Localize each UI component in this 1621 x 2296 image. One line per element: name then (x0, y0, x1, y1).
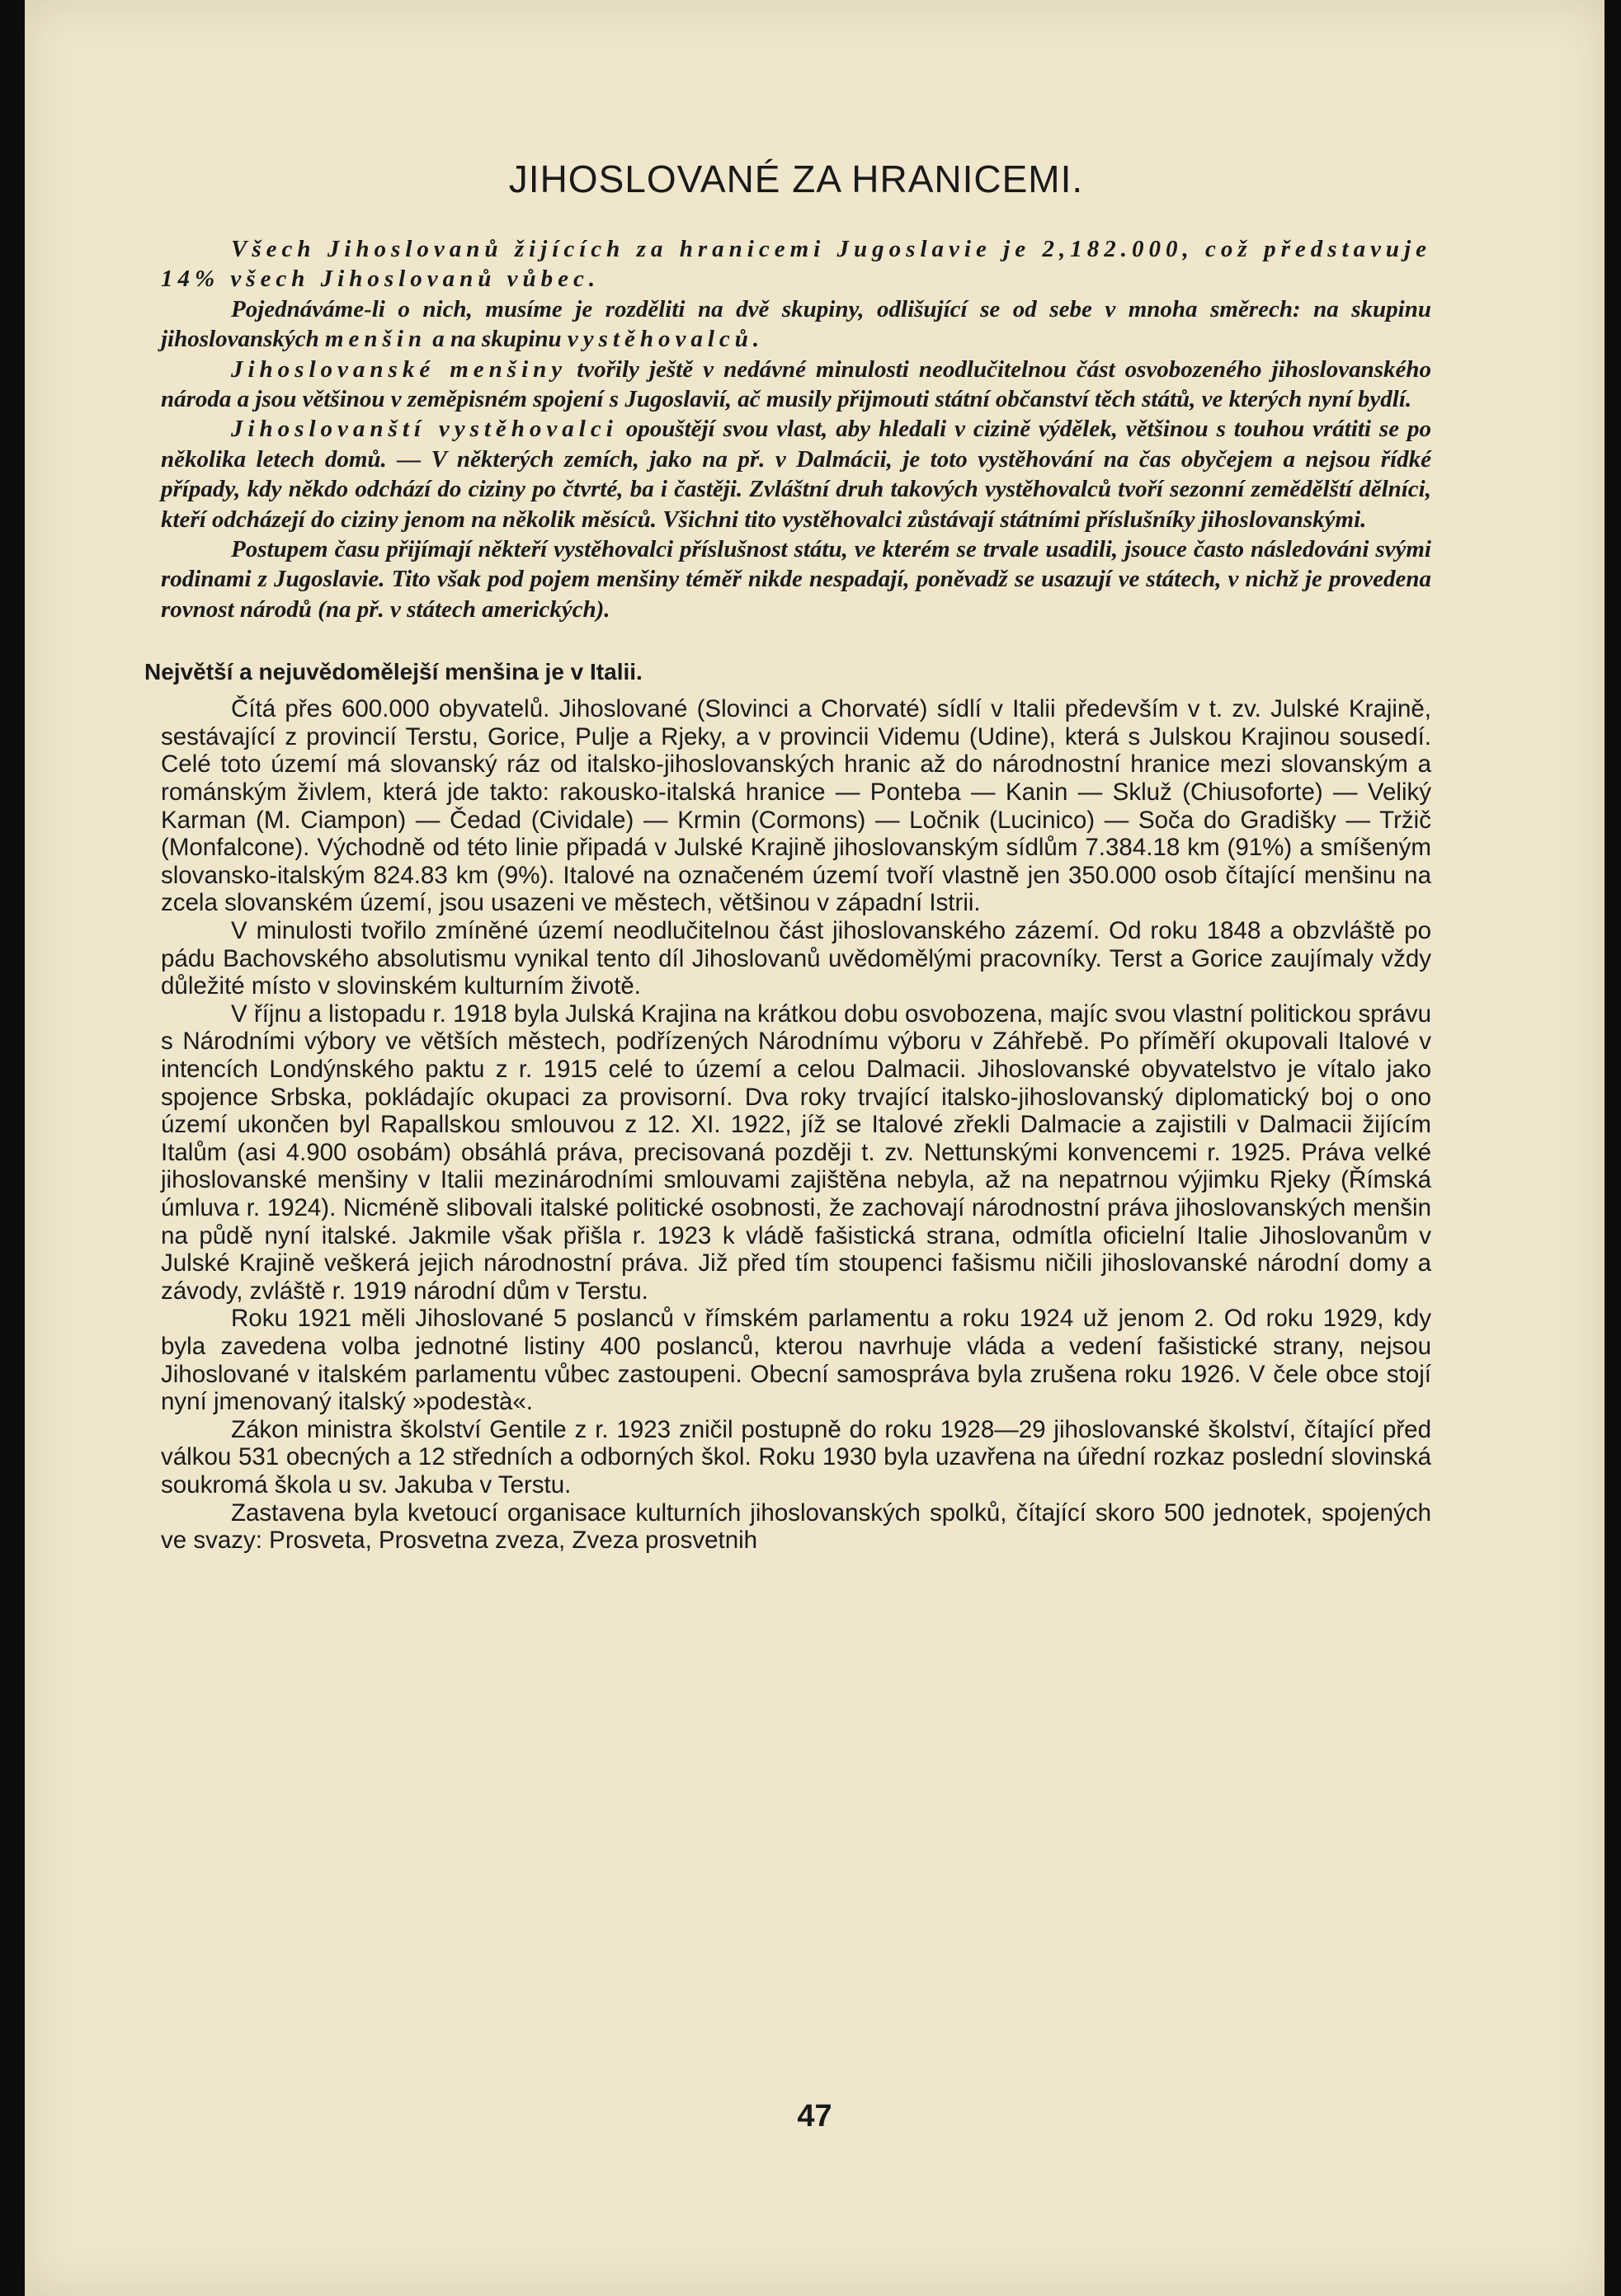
body-text (161, 695, 1431, 1554)
intro-block (161, 234, 1431, 624)
scan-border-left (0, 0, 25, 2296)
page-content (144, 157, 1432, 1555)
book-page (25, 0, 1605, 2296)
intro-paragraph (161, 234, 1431, 294)
intro-emphasis: menšin (325, 326, 427, 353)
intro-emphasis: Jihoslovanští vystěhovalci (231, 416, 618, 443)
intro-text: Všech Jihoslovanů žijících za hranicemi Jugoslavie je 2,182.000, což představuje 14% všech Jihoslovanů vůbec. (161, 236, 1431, 293)
body-paragraph: Roku 1921 měli Jihoslované 5 poslanců v římském parlamentu a roku 1924 už jenom 2. Od roku 1929, kdy byla zavedena volba jednotné listiny 400 poslanců, kterou navrhuje vláda a vedení fašistické strany, nejsou Jihoslované v italském parlamentu vůbec zastoupeni. Obecní samospráva byla zrušena roku 1926. V čele obce stojí nyní jmenovaný italský »podestà«. (161, 1305, 1431, 1416)
intro-text: Pojednáváme-li o nich, musíme je rozděliti na dvě skupiny, odlišující se od sebe v mnoha směrech: na skupinu jihoslovanských (161, 295, 1431, 353)
intro-paragraph (161, 414, 1431, 534)
body-paragraph: V minulosti tvořilo zmíněné území neodlučitelnou část jihoslovanského zázemí. Od roku 1848 a obzvláště po pádu Bachovského absolutismu vynikal tento díl Jihoslovanů uvědomělými pracovníky. Terst a Gorice zaujímaly vždy důležité místo v slovinském kulturním životě. (161, 917, 1431, 1000)
page-number: 47 (797, 2099, 832, 2134)
intro-text: tvořily ještě v nedávné minulosti neodlučitelnou část osvobozeného jihoslovanského národa a jsou většinou v zeměpisném spojení s Jugoslavií, ač musily přijmouti státní občanství těch států, ve kterých nyní bydlí. (161, 355, 1431, 413)
intro-text: Postupem času přijímají někteří vystěhovalci příslušnost státu, ve kterém se trvale usadili, jsouce často následováni svými rodinami z Jugoslavie. Tito však pod pojem menšiny téměř nikde nespadají, poněvadž se usazují ve státech, v nichž je provedena rovnost národů (na př. v státech amerických). (161, 536, 1431, 623)
page-title: JIHOSLOVANÉ ZA HRANICEMI. (508, 158, 1084, 200)
section-heading: Největší a nejuvědomělejší menšina je v Italii. (144, 659, 643, 685)
body-paragraph: V říjnu a listopadu r. 1918 byla Julská Krajina na krátkou dobu osvobozena, majíc svou vlastní politickou správu s Národními výbory ve větších městech, podřízených Národnímu výboru v Záhřebě. Po příměří okupovali Italové v intencích Londýnského paktu z r. 1915 celé to území a celou Dalmacii. Jihoslovanské obyvatelstvo je vítalo jako spojence Srbska, pokládajíc okupaci za provisorní. Dva roky trvající italsko-jihoslovanský diplomatický boj o ono území ukončen byl Rapallskou smlouvou z 12. XI. 1922, jíž se Italové zřekli Dalmacie a zajistili v Dalmacii žijícím Italům (asi 4.900 osobám) obsáhlá práva, precisovaná později t. zv. Nettunskými konvencemi r. 1925. Práva velké jihoslovanské menšiny v Italii mezinárodními smlouvami zajištěna nebyla, až na nepatrnou výjimku Rjeky (Římská úmluva r. 1924). Nicméně slibovali italské politické osobnosti, že zachovají národnostní práva jihoslovanských menšin na půdě nyní italské. Jakmile však přišla r. 1923 k vládě fašistická strana, odmítla oficielní Italie Jihoslovanům v Julské Krajině veškerá jejich národnostní práva. Již před tím stoupenci fašismu ničili jihoslovanské národní domy a závody, zvláště r. 1919 národní dům v Terstu. (161, 1000, 1431, 1305)
intro-text: . (752, 326, 760, 353)
body-paragraph: Zákon ministra školství Gentile z r. 1923 zničil postupně do roku 1928—29 jihoslovanské školství, čítající před válkou 531 obecných a 12 středních a odborných škol. Roku 1930 byla uzavřena na úřední rozkaz poslední slovinská soukromá škola u sv. Jakuba v Terstu. (161, 1415, 1431, 1499)
intro-text: a na skupinu (426, 326, 568, 353)
scan-border-right (1605, 0, 1621, 2296)
intro-emphasis: vystěhovalců (567, 326, 753, 353)
body-paragraph: Čítá přes 600.000 obyvatelů. Jihoslované (Slovinci a Chorvaté) sídlí v Italii především v t. zv. Julské Krajině, sestávající z provincií Terstu, Gorice, Pulje a Rjeky, a v provincii Videmu (Udine), která s Julskou Krajinou sousedí. Celé toto území má slovanský ráz od italsko-jihoslovanských hranic až do národnostní hranice mezi slovanským a románským živlem, která jde takto: rakousko-italská hranice — Ponteba — Kanin — Skluž (Chiusoforte) — Veliký Karman (M. Ciampon) — Čedad (Cividale) — Krmin (Cormons) — Ločnik (Lucinico) — Soča do Gradišky — Tržič (Monfalcone). Východně od této linie připadá v Julské Krajině jihoslovanským sídlům 7.384.18 km (91%) a smíšeným slovansko-italským 824.83 km (9%). Italové na označeném území tvoří vlastně jen 350.000 osob čítající menšinu na zcela slovanském území, jsou usazeni ve městech, většinou v západní Istrii. (161, 695, 1431, 917)
body-paragraph: Zastavena byla kvetoucí organisace kulturních jihoslovanských spolků, čítající skoro 500 jednotek, spojených ve svazy: Prosveta, Prosvetna zveza, Zveza prosvetnih (161, 1499, 1431, 1555)
intro-paragraph (161, 355, 1431, 415)
intro-paragraph (161, 534, 1431, 624)
intro-text: opouštějí svou vlast, aby hledali v cizině výdělek, většinou s touhou vrátiti se po několika letech domů. — V některých zemích, jako na př. v Dalmácii, je toto vystěhování na čas obyčejem a nejsou řídké případy, kdy někdo odchází do ciziny po čtvrté, ba i častěji. Zvláštní druh takových vystěhovalců tvoří sezonní zemědělští dělníci, kteří odcházejí do ciziny jenom na několik měsíců. Všichni tito vystěhovalci zůstávají státními příslušníky jihoslovanskými. (161, 416, 1432, 533)
intro-paragraph (161, 294, 1431, 355)
intro-emphasis: Jihoslovanské menšiny (231, 355, 568, 383)
